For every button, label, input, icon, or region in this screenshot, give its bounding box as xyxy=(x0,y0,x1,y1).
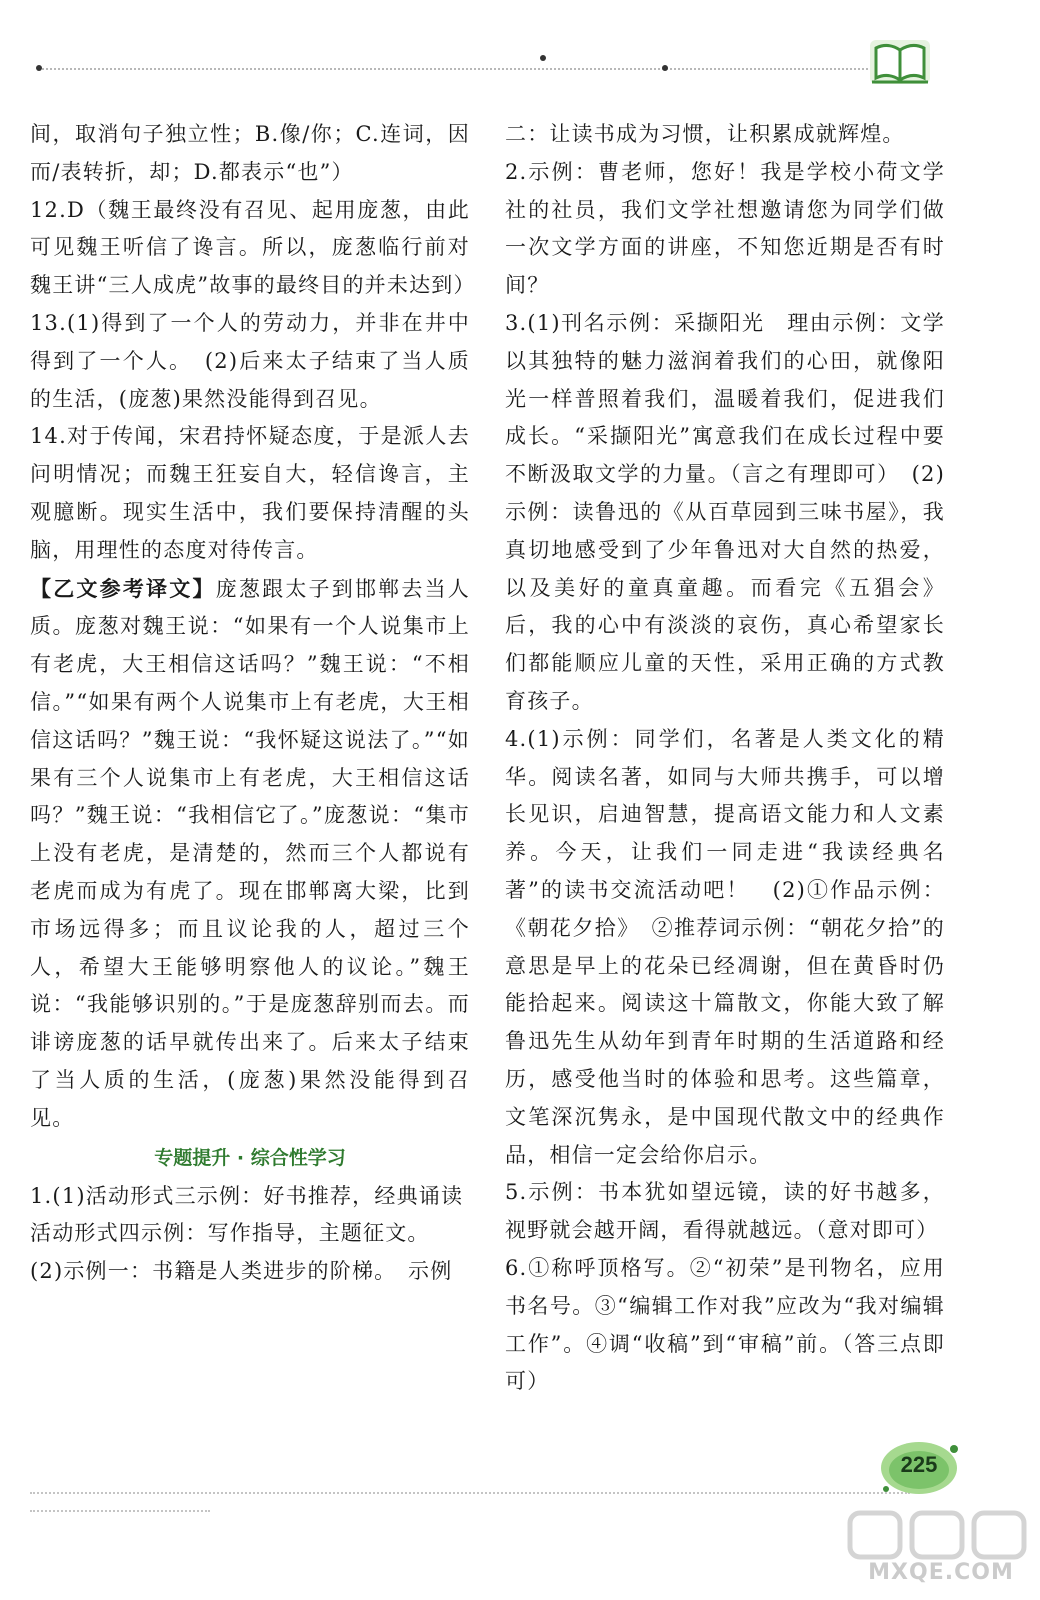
answer-item: (2)示例一：书籍是人类进步的阶梯。 示例 xyxy=(30,1259,453,1284)
watermark-text: MXQE.COM xyxy=(868,1560,1014,1585)
answer-item: 12.D（魏王最终没有召见、起用庞葱，由此可见魏王听信了谗言。所以，庞葱临行前对魏王讲“三人成虎”故事的最终目的并未达到） xyxy=(30,197,476,298)
answer-item: 2.示例：曹老师，您好！我是学校小荷文学社的社员，我们文学社想邀请您为同学们做一次文学方面的讲座，不知您近期是否有时间？ xyxy=(505,159,945,298)
answer-item: 6.①称呼顶格写。②“初荣”是刊物名，应用书名号。③“编辑工作对我”应改为“我对编辑工作”。④调“收稿”到“审稿”前。（答三点即可） xyxy=(505,1255,945,1394)
header-dot xyxy=(540,55,546,61)
answer-item: 3.(1)刊名示例：采撷阳光 理由示例：文学以其独特的魅力滋润着我们的心田，就像阳光一样普照着我们，温暖着我们，促进我们成长。“采撷阳光”寓意我们在成长过程中要不断汲取文学的力量。（言之有理即可） (2)示例：读鲁迅的《从百草园到三味书屋》，我真切地感受到了少年鲁迅对大自然的热爱，以及美好的童真童趣。而看完《五猖会》后，我的心中有淡淡的哀伤，真心希望家长们都能顺应儿童的天性，采用正确的方式教育孩子。 xyxy=(505,310,945,713)
translation-text: 庞葱跟太子到邯郸去当人质。庞葱对魏王说：“如果有一个人说集市上有老虎，大王相信这话吗？”魏王说：“不相信。”“如果有两个人说集市上有老虎，大王相信这话吗？”魏王说：“我怀疑这说法了。”“如果有三个人说集市上有老虎，大王相信这话吗？”魏王说：“我相信它了。”庞葱说：“集市上没有老虎，是清楚的，然而三个人都说有老虎而成为有虎了。现在邯郸离大梁，比到市场远得多；而且议论我的人，超过三个人，希望大王能够明察他人的议论。”魏王说：“我能够识别的。”于是庞葱辞别而去。而诽谤庞葱的话早就传出来了。后来太子结束了当人质的生活，(庞葱)果然没能得到召见。 xyxy=(30,576,470,1130)
footer-rule xyxy=(30,1492,910,1494)
header-rule xyxy=(38,68,868,70)
translation-paragraph xyxy=(30,570,470,1138)
header-dot xyxy=(36,65,42,71)
answer-item: 间，取消句子独立性；B.像/你；C.连词，因而/表转折，却；D.都表示“也”） xyxy=(30,122,470,184)
translation-tag: 【乙文参考译文】 xyxy=(30,575,216,601)
book-icon xyxy=(868,36,932,86)
page-number: 225 xyxy=(900,1452,938,1477)
right-column xyxy=(505,116,945,1401)
left-column xyxy=(30,116,476,1291)
answer-item: 活动形式四示例：写作指导，主题征文。 xyxy=(30,1221,430,1246)
header-dot xyxy=(662,65,668,71)
answer-item: 5.示例：书本犹如望远镜，读的好书越多，视野就会越开阔，看得就越远。（意对即可） xyxy=(505,1180,945,1243)
answer-item: 1.(1)活动形式三示例：好书推荐，经典诵读 xyxy=(30,1183,464,1208)
answer-item: 4.(1)示例：同学们，名著是人类文化的精华。阅读名著，如同与大师共携手，可以增长见识，启迪智慧，提高语文能力和人文素养。今天，让我们一同走进“我读经典名著”的读书交流活动吧！ (2)①作品示例：《朝花夕拾》 ②推荐词示例：“朝花夕拾”的意思是早上的花朵已经凋谢，但在黄昏时仍能拾起来。阅读这十篇散文，你能大致了解鲁迅先生从幼年到青年时期的生活道路和经历，感受他当时的体验和思考。这些篇章，文笔深沉隽永，是中国现代散文中的经典作品，相信一定会给你启示。 xyxy=(505,726,945,1167)
section-heading: 专题提升 · 综合性学习 xyxy=(154,1146,346,1169)
footer-rule-short xyxy=(30,1510,210,1512)
answer-item: 14.对于传闻，宋君持怀疑态度，于是派人去问明情况；而魏王狂妄自大，轻信谗言，主观臆断。现实生活中，我们要保持清醒的头脑，用理性的态度对待传言。 xyxy=(30,424,470,562)
answer-item: 13.(1)得到了一个人的劳动力，并非在井中得到了一个人。 (2)后来太子结束了当人质的生活，(庞葱)果然没能得到召见。 xyxy=(30,310,470,411)
answer-item: 二：让读书成为习惯，让积累成就辉煌。 xyxy=(505,122,905,146)
